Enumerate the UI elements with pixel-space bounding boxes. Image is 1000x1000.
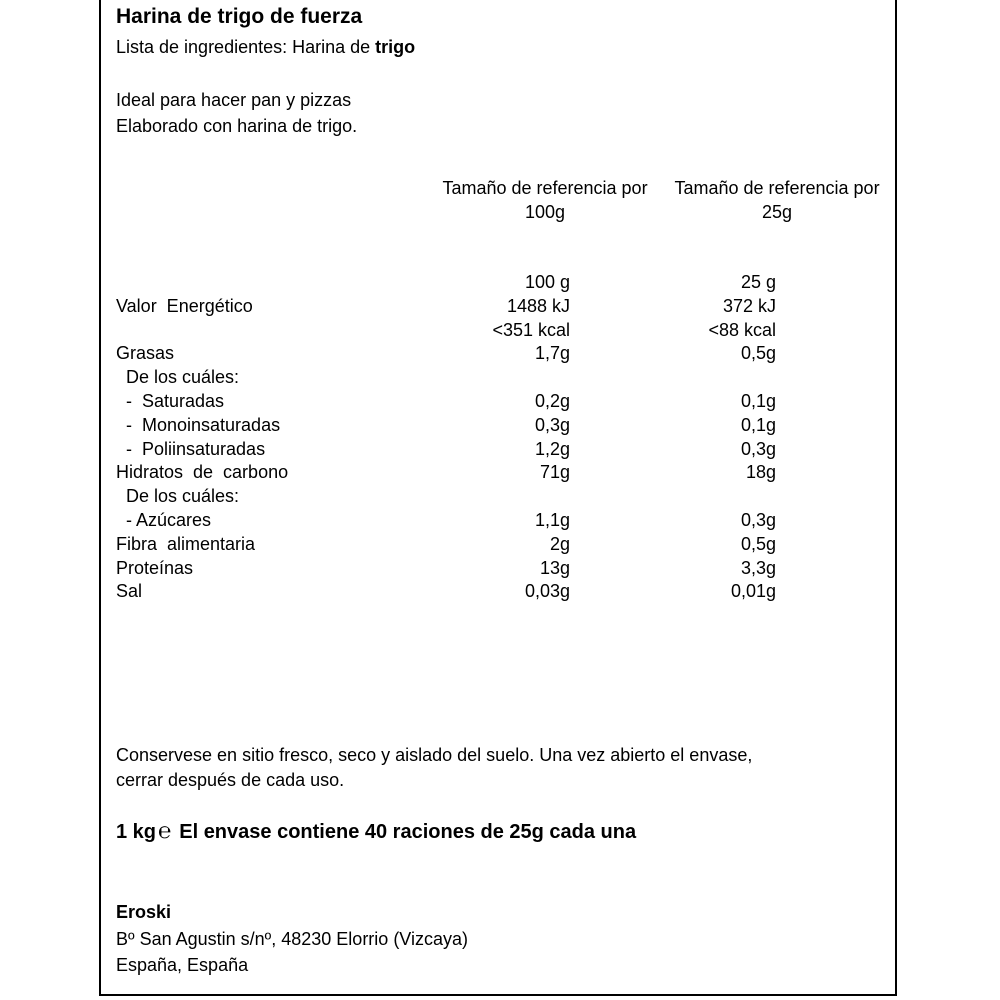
nutrition-row-label: - Azúcares: [116, 510, 212, 530]
nutrition-value-25g: 0,3g: [740, 510, 776, 530]
nutrition-row: [116, 484, 816, 508]
package-servings: El envase contiene 40 raciones de 25g cada una: [179, 821, 637, 843]
nutrition-value-100g: 71g: [539, 462, 570, 483]
estimated-sign-icon: ℮: [158, 818, 172, 843]
nutrition-row: [116, 365, 816, 389]
nutrition-row-label: - Saturadas: [116, 391, 225, 411]
storage-line-2: cerrar después de cada uso.: [116, 770, 345, 790]
nutrition-row: [116, 437, 816, 461]
col2-header-line2: 25g: [761, 202, 793, 222]
company-country: España, España: [116, 955, 249, 975]
nutrition-value-25g: 0,5g: [740, 343, 776, 364]
nutrition-row: [116, 318, 816, 342]
nutrition-row: [116, 460, 816, 484]
nutrition-value-25g: 0,5g: [740, 533, 776, 554]
nutrition-row-label: Hidratos de carbono: [116, 462, 289, 483]
nutrition-row-label: Grasas: [116, 343, 175, 364]
nutrition-value-100g: 1,7g: [534, 343, 570, 364]
col1-header-line1: Tamaño de referencia por: [442, 178, 648, 198]
nutrition-row: [116, 556, 816, 580]
nutrition-value-25g: 0,01g: [730, 581, 776, 602]
nutrition-row-label: De los cuáles:: [116, 367, 240, 388]
package-weight: 1 kg: [116, 821, 157, 843]
product-description-2: Elaborado con harina de trigo.: [116, 116, 358, 136]
package-info: [116, 820, 636, 844]
storage-line-1: Conservese en sitio fresco, seco y aislado del suelo. Una vez abierto el envase,: [116, 745, 753, 765]
product-description-1: Ideal para hacer pan y pizzas: [116, 90, 352, 110]
col1-header-line2: 100g: [524, 202, 566, 222]
nutrition-value-100g: 100 g: [524, 272, 570, 292]
nutrition-row: [116, 532, 816, 556]
nutrition-row-label: Sal: [116, 581, 143, 602]
nutrition-row: [116, 389, 816, 413]
nutrition-col2-header: [657, 176, 897, 224]
nutrition-value-25g: 0,1g: [740, 391, 776, 411]
nutrition-value-25g: 18g: [745, 462, 776, 483]
nutrition-row-label: Fibra alimentaria: [116, 533, 256, 554]
nutrition-value-100g: 2g: [549, 533, 570, 554]
nutrition-row: [116, 294, 816, 318]
nutrition-value-25g: 25 g: [740, 272, 776, 292]
product-title: Harina de trigo de fuerza: [116, 5, 363, 28]
nutrition-value-100g: 1488 kJ: [506, 295, 570, 316]
nutrition-value-100g: 0,3g: [534, 414, 570, 435]
nutrition-value-100g: 0,03g: [524, 581, 570, 602]
nutrition-row: [116, 413, 816, 437]
nutrition-col1-header: [425, 176, 665, 224]
nutrition-value-100g: 13g: [539, 557, 570, 578]
col2-header-line1: Tamaño de referencia por: [674, 178, 880, 198]
nutrition-row: [116, 579, 816, 603]
nutrition-row: [116, 508, 816, 532]
nutrition-value-25g: 0,3g: [740, 438, 776, 459]
nutrition-row-label: Valor Energético: [116, 295, 253, 316]
company-name: Eroski: [116, 902, 172, 922]
nutrition-value-25g: 372 kJ: [722, 295, 776, 316]
nutrition-value-25g: 0,1g: [740, 414, 776, 435]
nutrition-value-100g: 1,2g: [534, 438, 570, 459]
nutrition-value-100g: 0,2g: [534, 391, 570, 411]
nutrition-row-label: - Poliinsaturadas: [116, 438, 266, 459]
nutrition-row-label: De los cuáles:: [116, 486, 240, 507]
nutrition-row: [116, 341, 816, 365]
company-address: Bº San Agustin s/nº, 48230 Elorrio (Vizcaya): [116, 929, 469, 949]
ingredients-list: [116, 37, 415, 58]
nutrition-row-label: Proteínas: [116, 557, 194, 578]
nutrition-value-100g: 1,1g: [534, 510, 570, 530]
nutrition-value-25g: 3,3g: [740, 557, 776, 578]
ingredients-allergen: trigo: [375, 37, 416, 57]
nutrition-row: [116, 270, 816, 294]
ingredients-prefix: Lista de ingredientes: Harina de: [116, 37, 376, 57]
nutrition-row-label: - Monoinsaturadas: [116, 414, 281, 435]
nutrition-value-100g: <351 kcal: [492, 319, 570, 340]
nutrition-value-25g: <88 kcal: [708, 319, 776, 340]
